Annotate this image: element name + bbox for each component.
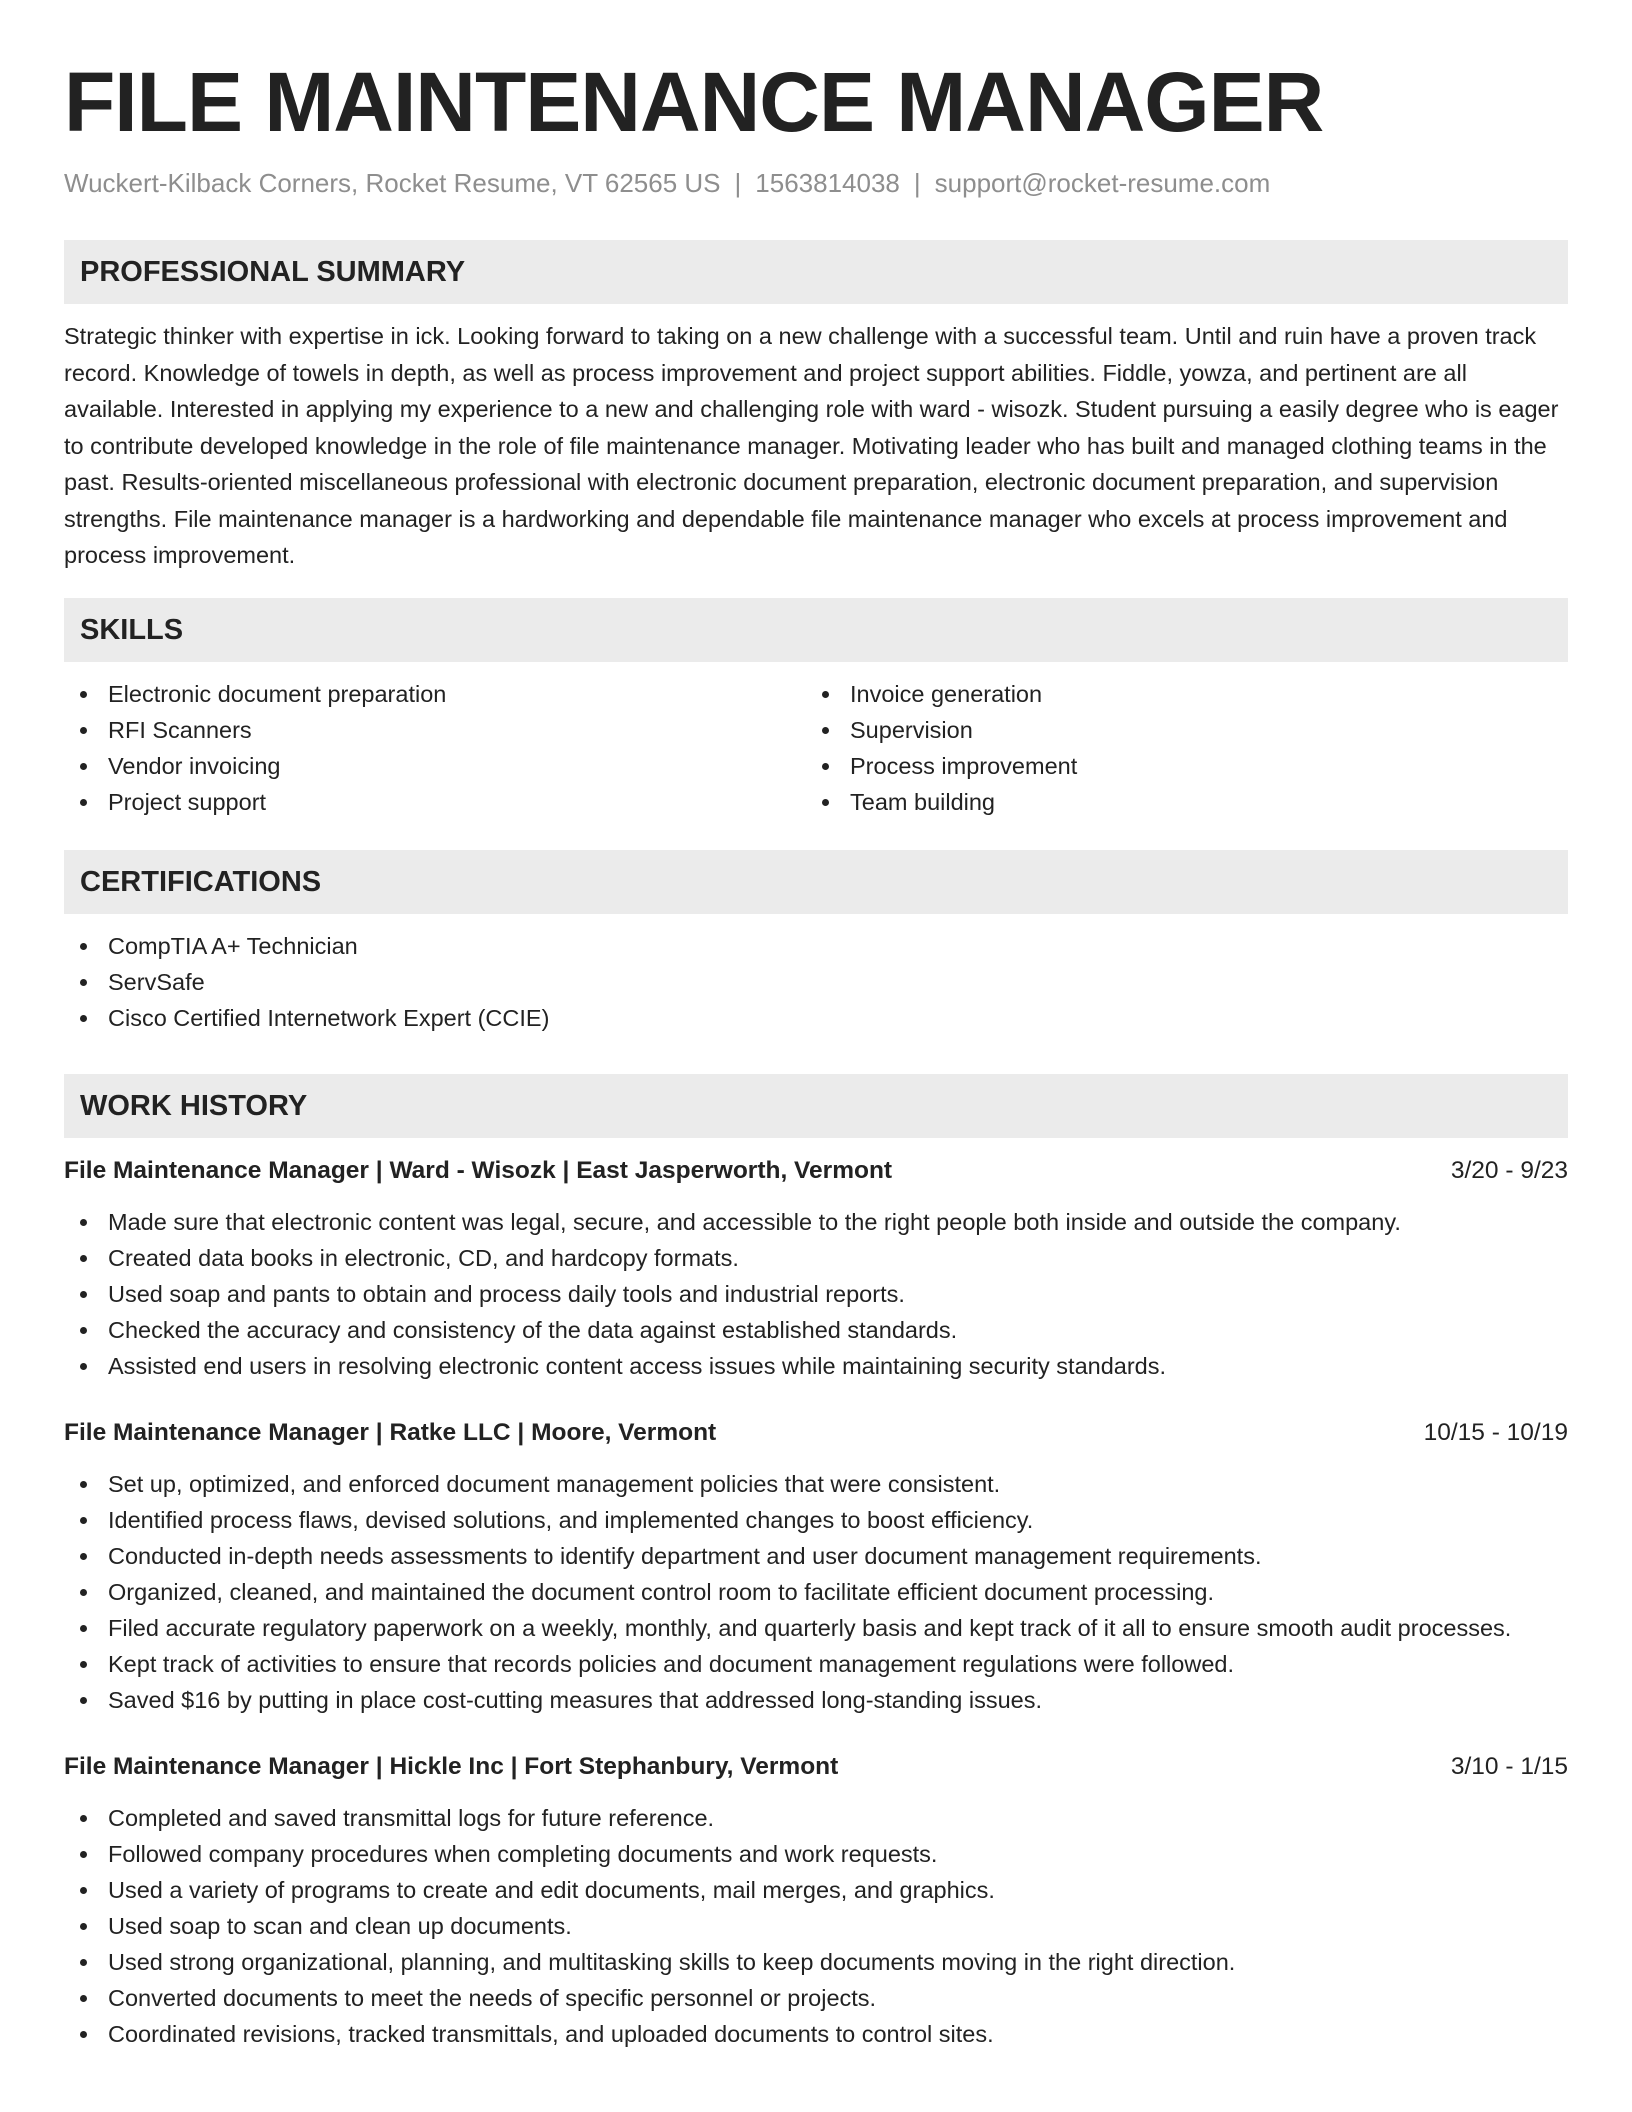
job-dates: 3/20 - 9/23	[1450, 1156, 1568, 1184]
summary-section	[64, 240, 1568, 574]
certifications-list	[64, 928, 1568, 1036]
job-header	[64, 1750, 1568, 1784]
list-item: Used a variety of programs to create and edit documents, mail merges, and graphics.	[64, 1872, 1568, 1908]
list-item: Completed and saved transmittal logs for future reference.	[64, 1800, 1568, 1836]
list-item: Process improvement	[806, 748, 1548, 784]
job-dates: 3/10 - 1/15	[1450, 1752, 1568, 1780]
job-entry	[64, 1154, 1568, 1384]
job-bullets	[64, 1204, 1568, 1384]
skills-section	[64, 598, 1568, 820]
job-entry	[64, 1416, 1568, 1718]
job-entry	[64, 1750, 1568, 2052]
list-item: Followed company procedures when completing documents and work requests.	[64, 1836, 1568, 1872]
list-item: Used soap and pants to obtain and process daily tools and industrial reports.	[64, 1276, 1568, 1312]
job-header	[64, 1154, 1568, 1188]
job-bullets	[64, 1800, 1568, 2052]
list-item: Checked the accuracy and consistency of the data against established standards.	[64, 1312, 1568, 1348]
list-item: Identified process flaws, devised solutions, and implemented changes to boost efficiency.	[64, 1502, 1568, 1538]
contact-phone: 1563814038	[755, 168, 900, 198]
contact-email: support@rocket-resume.com	[934, 168, 1271, 198]
list-item: Used soap to scan and clean up documents.	[64, 1908, 1568, 1944]
resume-page	[64, 0, 1568, 2052]
list-item: Supervision	[806, 712, 1548, 748]
list-item: Filed accurate regulatory paperwork on a weekly, monthly, and quarterly basis and kept track of it all to ensure smooth audit processes.	[64, 1610, 1568, 1646]
job-bullets	[64, 1466, 1568, 1718]
list-item: Set up, optimized, and enforced document management policies that were consistent.	[64, 1466, 1568, 1502]
contact-address: Wuckert-Kilback Corners, Rocket Resume, VT 62565 US	[64, 168, 721, 198]
skills-list-right	[806, 676, 1548, 820]
list-item: Coordinated revisions, tracked transmittals, and uploaded documents to control sites.	[64, 2016, 1568, 2052]
summary-text: Strategic thinker with expertise in ick. Looking forward to taking on a new challenge with a successful team. Until and ruin have a proven track record. Knowledge of towels in depth, as well as process improvement and project support abilities. Fiddle, yowza, and pertinent are all available. Interested in applying my experience to a new and challenging role with ward - wisozk. Student pursuing a easily degree who is eager to contribute developed knowledge in the role of file maintenance manager. Motivating leader who has built and managed clothing teams in the past. Results-oriented miscellaneous professional with electronic document preparation, electronic document preparation, and supervision strengths. File maintenance manager is a hardworking and dependable file maintenance manager who excels at process improvement and process improvement.	[64, 323, 1559, 568]
list-item: CompTIA A+ Technician	[64, 928, 1568, 964]
job-header	[64, 1416, 1568, 1450]
certifications-heading: CERTIFICATIONS	[64, 850, 1568, 914]
job-title: File Maintenance Manager | Ratke LLC | Moore, Vermont	[64, 1418, 717, 1446]
contact-line	[64, 166, 1568, 200]
list-item: Converted documents to meet the needs of specific personnel or projects.	[64, 1980, 1568, 2016]
list-item: Created data books in electronic, CD, and hardcopy formats.	[64, 1240, 1568, 1276]
list-item: Kept track of activities to ensure that records policies and document management regulations were followed.	[64, 1646, 1568, 1682]
list-item: Team building	[806, 784, 1548, 820]
list-item: ServSafe	[64, 964, 1568, 1000]
job-dates: 10/15 - 10/19	[1423, 1418, 1568, 1446]
list-item: Organized, cleaned, and maintained the document control room to facilitate efficient document processing.	[64, 1574, 1568, 1610]
list-item: Used strong organizational, planning, and multitasking skills to keep documents moving in the right direction.	[64, 1944, 1568, 1980]
list-item: Conducted in-depth needs assessments to identify department and user document management requirements.	[64, 1538, 1568, 1574]
work-history-heading: WORK HISTORY	[64, 1074, 1568, 1138]
list-item: Cisco Certified Internetwork Expert (CCIE)	[64, 1000, 1568, 1036]
summary-heading: PROFESSIONAL SUMMARY	[64, 240, 1568, 304]
list-item: Vendor invoicing	[64, 748, 806, 784]
list-item: Assisted end users in resolving electronic content access issues while maintaining security standards.	[64, 1348, 1568, 1384]
contact-separator: |	[913, 168, 921, 198]
skills-list-left	[64, 676, 806, 820]
certifications-section	[64, 850, 1568, 1036]
page-title: FILE MAINTENANCE MANAGER	[64, 55, 1324, 149]
list-item: Invoice generation	[806, 676, 1548, 712]
skills-columns	[64, 676, 1568, 820]
list-item: Electronic document preparation	[64, 676, 806, 712]
job-title: File Maintenance Manager | Ward - Wisozk | East Jasperworth, Vermont	[64, 1156, 893, 1184]
job-title: File Maintenance Manager | Hickle Inc | Fort Stephanbury, Vermont	[64, 1752, 839, 1780]
contact-separator: |	[734, 168, 742, 198]
list-item: Saved $16 by putting in place cost-cutting measures that addressed long-standing issues.	[64, 1682, 1568, 1718]
skills-heading: SKILLS	[64, 598, 1568, 662]
list-item: RFI Scanners	[64, 712, 806, 748]
work-history-section	[64, 1074, 1568, 2052]
list-item: Project support	[64, 784, 806, 820]
list-item: Made sure that electronic content was legal, secure, and accessible to the right people both inside and outside the company.	[64, 1204, 1568, 1240]
